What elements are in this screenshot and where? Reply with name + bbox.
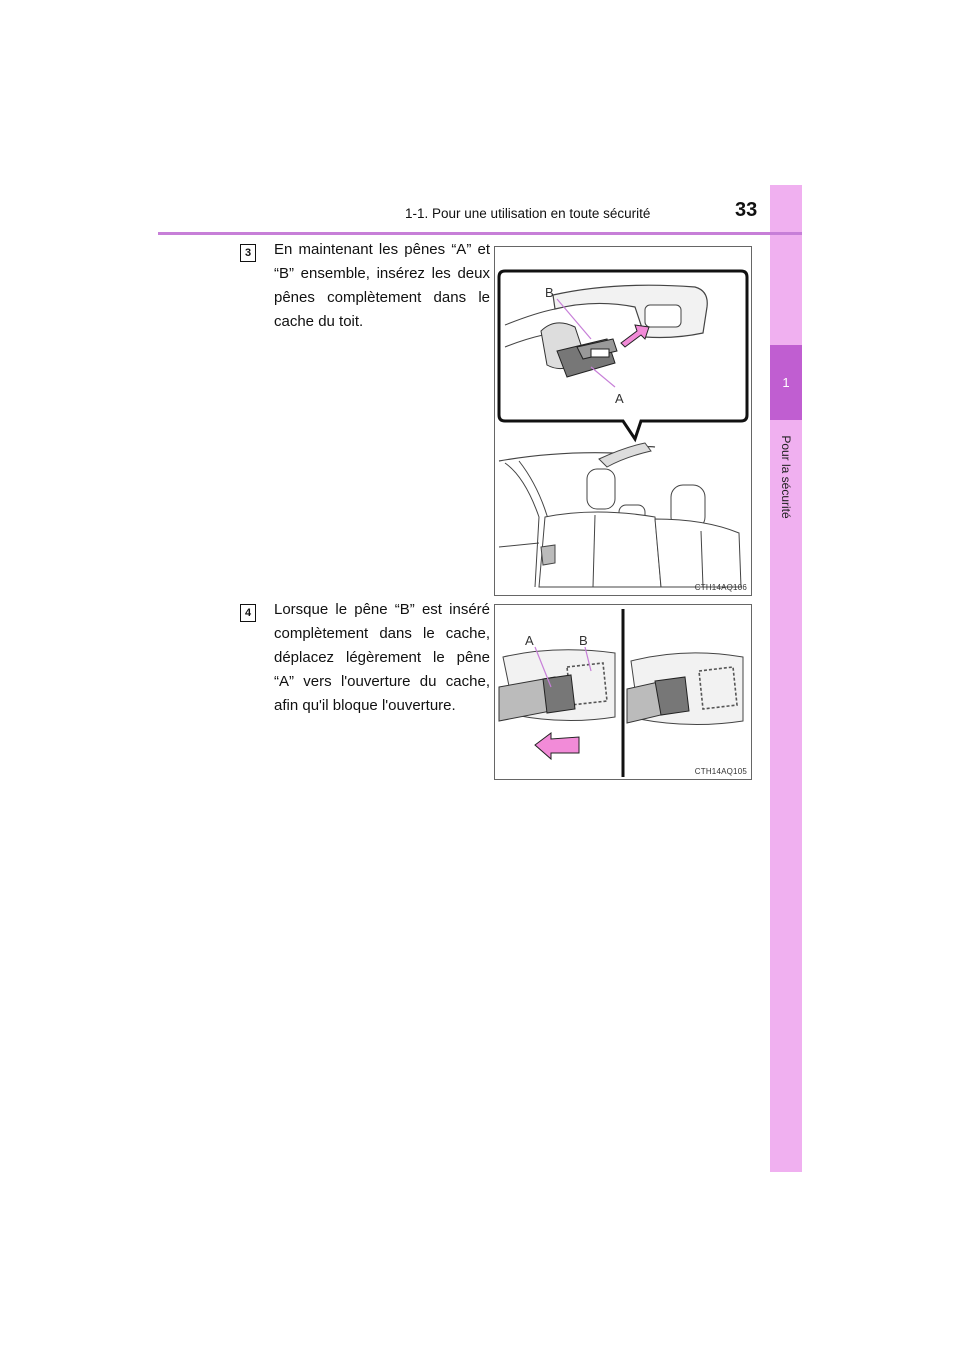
- tongue-a-right: [655, 677, 689, 715]
- chapter-tab: [770, 185, 802, 1172]
- seat-back-left: [539, 512, 661, 587]
- page-number: 33: [735, 199, 758, 221]
- belt-buckle: [541, 545, 555, 565]
- step-badge-3: 3: [240, 244, 256, 262]
- figure-code: CTH14AQ105: [694, 767, 747, 776]
- figure-label-b: B: [579, 633, 588, 648]
- headrest-left: [587, 469, 615, 509]
- chapter-label: Pour la sécurité: [779, 435, 793, 519]
- seat-back-right: [655, 519, 741, 587]
- step-badge-4: 4: [240, 604, 256, 622]
- figure-step-3-illustration: [495, 247, 751, 595]
- step-3-text: En maintenant les pênes “A” et “B” ensemble, insérez les deux pênes complètement dans le cache du toit.: [274, 241, 490, 330]
- figure-code: CTH14AQ106: [694, 583, 747, 592]
- tongue-a-left: [543, 675, 575, 713]
- figure-step-4: [494, 604, 752, 780]
- figure-label-b: B: [545, 285, 554, 300]
- chapter-number: 1: [770, 345, 802, 420]
- figure-label-a: A: [525, 633, 534, 648]
- section-title: 1-1. Pour une utilisation en toute sécurité: [405, 206, 651, 221]
- interior-cover: [599, 443, 651, 467]
- tongue-slot: [591, 349, 609, 357]
- figure-label-a: A: [615, 391, 624, 406]
- c-pillar: [505, 463, 539, 587]
- cover-opening: [645, 305, 681, 327]
- figure-step-4-illustration: [495, 605, 751, 779]
- door-line: [499, 543, 539, 547]
- header-rule: [158, 232, 802, 235]
- figure-step-3: [494, 246, 752, 596]
- move-arrow-icon: [535, 733, 579, 759]
- step-4-text: Lorsque le pêne “B” est inséré complètement dans le cache, déplacez légèrement le pêne “A” vers l'ouverture du cache, afin qu'il bloque l'ouverture.: [274, 601, 490, 714]
